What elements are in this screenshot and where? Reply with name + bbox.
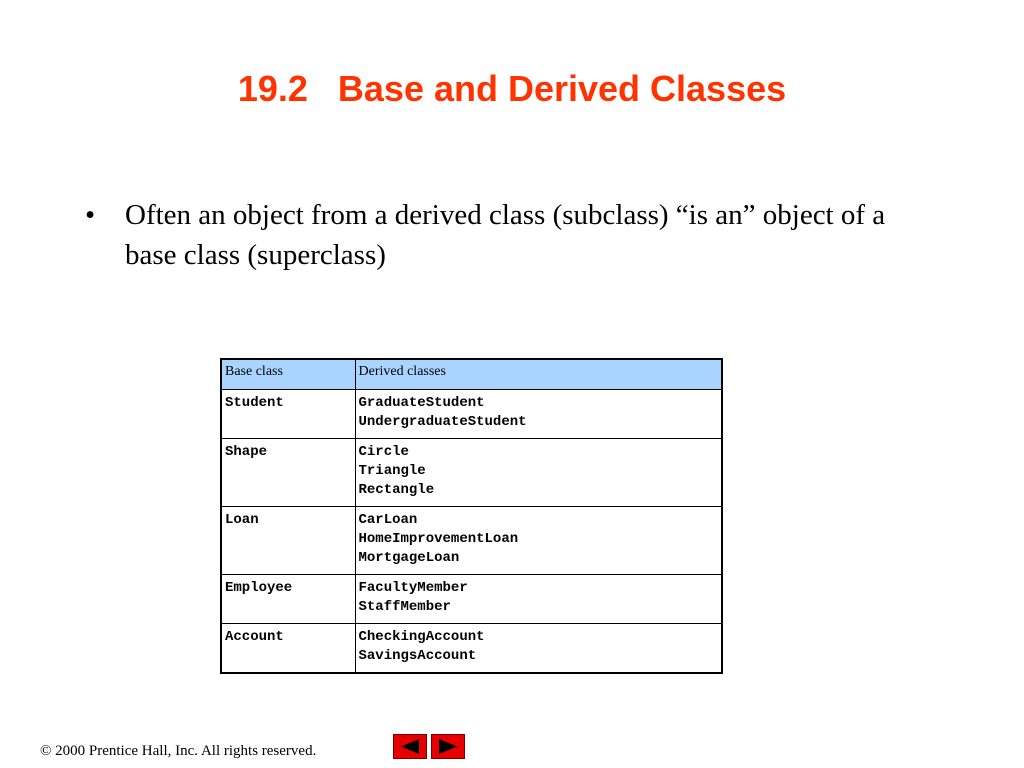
derived-class: CheckingAccount	[358, 628, 485, 645]
derived-class: HomeImprovementLoan	[358, 530, 519, 547]
derived-class: FacultyMember	[358, 579, 468, 596]
base-class-cell: Shape	[221, 438, 355, 506]
bullet-list	[85, 195, 905, 275]
left-arrow-icon	[399, 738, 421, 755]
class-table	[220, 358, 723, 674]
next-slide-button[interactable]	[431, 734, 465, 759]
derived-class: Triangle	[358, 462, 426, 479]
derived-class: MortgageLoan	[358, 549, 460, 566]
derived-class: Circle	[358, 443, 409, 460]
base-class-cell: Loan	[221, 506, 355, 574]
derived-classes-cell	[355, 438, 722, 506]
bullet-text: Often an object from a derived class (subclass) “is an” object of a base class (superclass)	[125, 199, 886, 271]
derived-classes-cell	[355, 506, 722, 574]
derived-class: GraduateStudent	[358, 394, 485, 411]
base-class-cell: Account	[221, 623, 355, 673]
previous-slide-button[interactable]	[393, 734, 427, 759]
base-class-cell: Student	[221, 389, 355, 438]
table-row	[221, 574, 722, 623]
base-class-cell: Employee	[221, 574, 355, 623]
table-row	[221, 506, 722, 574]
derived-class: StaffMember	[358, 598, 451, 615]
table-row	[221, 389, 722, 438]
copyright-footer: © 2000 Prentice Hall, Inc. All rights reserved.	[40, 743, 317, 759]
derived-classes-cell	[355, 389, 722, 438]
header-derived-classes: Derived classes	[355, 359, 722, 389]
table-row	[221, 438, 722, 506]
derived-class: UndergraduateStudent	[358, 413, 527, 430]
derived-class: CarLoan	[358, 511, 418, 528]
derived-class: SavingsAccount	[358, 647, 477, 664]
right-arrow-icon	[437, 738, 459, 755]
derived-classes-cell	[355, 574, 722, 623]
bullet-item	[85, 195, 905, 275]
slide-title: 19.2 Base and Derived Classes	[237, 68, 787, 109]
header-base-class: Base class	[221, 359, 355, 389]
derived-classes-cell	[355, 623, 722, 673]
bullet-glyph: •	[85, 199, 96, 231]
slide-navigation	[393, 734, 465, 759]
table-header-row	[221, 359, 722, 389]
derived-class: Rectangle	[358, 481, 435, 498]
table-row	[221, 623, 722, 673]
